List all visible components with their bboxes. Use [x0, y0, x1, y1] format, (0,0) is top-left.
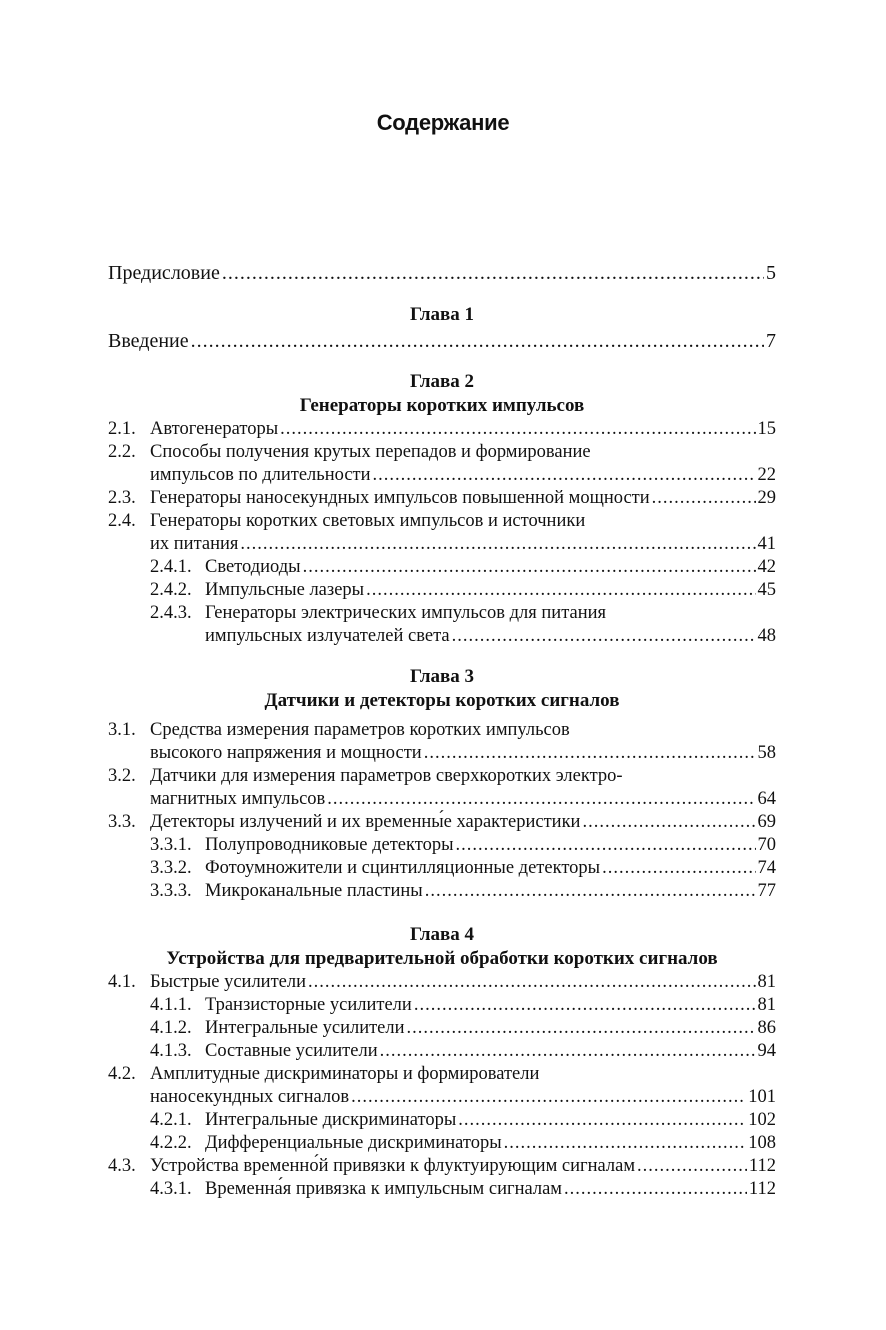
entry-page: 94	[757, 1041, 776, 1061]
toc-front	[108, 259, 776, 355]
entry-number: 2.4.3.	[150, 603, 192, 623]
entry-number: 2.3.	[108, 488, 136, 508]
entry-number: 4.1.	[108, 972, 136, 992]
chapter-title: Устройства для предварительной обработки коротких сигналов	[166, 948, 718, 969]
entry-page: 29	[757, 488, 776, 508]
entry-page: 112	[748, 1156, 776, 1176]
entry-title: Автогенераторы	[150, 419, 279, 439]
entry-title: высокого напряжения и мощности	[150, 743, 422, 763]
chapter-label: Глава 4	[409, 924, 475, 945]
toc-subentry[interactable]	[108, 834, 776, 857]
entry-title: их питания	[150, 534, 239, 554]
toc-subentry[interactable]	[108, 1178, 776, 1201]
toc-entry[interactable]	[108, 510, 776, 533]
leader-dots	[407, 1017, 756, 1040]
toc-subentry[interactable]	[108, 602, 776, 625]
toc-subentry[interactable]	[108, 1132, 776, 1155]
entry-title: Дифференциальные дискриминаторы	[205, 1133, 502, 1153]
toc-subentry[interactable]	[108, 579, 776, 602]
entry-title: магнитных импульсов	[150, 789, 326, 809]
entry-page: 58	[757, 743, 776, 763]
toc-subentry[interactable]	[108, 880, 776, 903]
entry-title: Детекторы излучений и их временны́е характеристики	[150, 812, 581, 832]
toc-entry[interactable]	[108, 1063, 776, 1086]
entry-page: 81	[757, 972, 776, 992]
entry-title: Устройства временно́й привязки к флуктуирующим сигналам	[150, 1156, 636, 1176]
entry-page: 48	[757, 626, 776, 646]
toc-entry[interactable]	[108, 971, 776, 994]
leader-dots	[280, 418, 755, 441]
toc-entry[interactable]	[108, 418, 776, 441]
entry-title: Введение	[108, 330, 189, 352]
entry-title: Интегральные усилители	[205, 1018, 405, 1038]
toc-entry[interactable]	[108, 765, 776, 788]
chapter-label: Глава 1	[409, 304, 475, 325]
leader-dots	[424, 742, 756, 765]
entry-title: наносекундных сигналов	[150, 1087, 350, 1107]
entry-page: 7	[766, 330, 776, 352]
entry-number: 3.3.	[108, 812, 136, 832]
entry-number: 4.2.1.	[150, 1110, 192, 1130]
entry-number: 3.3.2.	[150, 858, 192, 878]
leader-dots	[564, 1178, 747, 1201]
toc-entry-preface[interactable]	[108, 259, 776, 287]
entry-number: 4.1.1.	[150, 995, 192, 1015]
entry-title: Генераторы электрических импульсов для питания	[205, 603, 607, 623]
page-title: Содержание	[376, 110, 510, 135]
entry-title: импульсов по длительности	[150, 465, 371, 485]
leader-dots	[351, 1086, 746, 1109]
toc-entry-continuation[interactable]	[108, 1086, 776, 1109]
leader-dots	[308, 971, 755, 994]
entry-page: 77	[757, 881, 776, 901]
entry-page: 81	[757, 995, 776, 1015]
toc-subentry[interactable]	[108, 1109, 776, 1132]
leader-dots	[582, 811, 755, 834]
chapter-title: Датчики и детекторы коротких сигналов	[264, 690, 620, 711]
entry-page: 112	[748, 1179, 776, 1199]
toc-entry[interactable]	[108, 487, 776, 510]
toc-entry-continuation[interactable]	[108, 742, 776, 765]
toc-entry[interactable]	[108, 719, 776, 742]
leader-dots	[456, 834, 756, 857]
leader-dots	[366, 579, 755, 602]
toc-subentry[interactable]	[108, 1040, 776, 1063]
toc-entry-intro[interactable]	[108, 327, 776, 355]
toc-subentry[interactable]	[108, 994, 776, 1017]
toc-entry[interactable]	[108, 441, 776, 464]
entry-number: 2.4.2.	[150, 580, 192, 600]
entry-title: Предисловие	[108, 262, 220, 284]
entry-number: 2.2.	[108, 442, 136, 462]
toc-chapter-3	[108, 665, 776, 903]
chapter-title: Генераторы коротких импульсов	[299, 395, 585, 416]
entry-title: Быстрые усилители	[150, 972, 307, 992]
entry-number: 4.1.2.	[150, 1018, 192, 1038]
entry-title: Транзисторные усилители	[205, 995, 412, 1015]
entry-page: 42	[757, 557, 776, 577]
entry-number: 3.2.	[108, 766, 136, 786]
leader-dots	[380, 1040, 756, 1063]
leader-dots	[191, 327, 764, 355]
entry-page: 86	[757, 1018, 776, 1038]
leader-dots	[327, 788, 755, 811]
entry-number: 2.1.	[108, 419, 136, 439]
leader-dots	[452, 625, 756, 648]
toc-subentry[interactable]	[108, 556, 776, 579]
entry-page: 74	[757, 858, 776, 878]
entry-title: Светодиоды	[205, 557, 301, 577]
entry-page: 45	[757, 580, 776, 600]
chapter-label: Глава 3	[409, 666, 475, 687]
entry-title: Генераторы наносекундных импульсов повышенной мощности	[150, 488, 650, 508]
entry-page: 22	[757, 465, 776, 485]
leader-dots	[240, 533, 755, 556]
entry-title: Составные усилители	[205, 1041, 378, 1061]
leader-dots	[373, 464, 756, 487]
entry-title: Микроканальные пластины	[205, 881, 423, 901]
entry-title: Способы получения крутых перепадов и формирование	[150, 442, 591, 462]
toc-subentry[interactable]	[108, 857, 776, 880]
chapter-label: Глава 2	[409, 371, 475, 392]
toc-subentry-continuation[interactable]	[108, 625, 776, 648]
entry-page: 5	[766, 262, 776, 284]
entry-title: Средства измерения параметров коротких импульсов	[150, 720, 570, 740]
toc-chapter-4	[108, 923, 776, 1201]
entry-title: Импульсные лазеры	[205, 580, 365, 600]
entry-title: Фотоумножители и сцинтилляционные детекторы	[205, 858, 601, 878]
entry-number: 4.2.	[108, 1064, 136, 1084]
toc-subentry[interactable]	[108, 1017, 776, 1040]
entry-page: 70	[757, 835, 776, 855]
entry-title: Полупроводниковые детекторы	[205, 835, 454, 855]
toc-chapter-2	[108, 370, 776, 648]
entry-number: 3.3.3.	[150, 881, 192, 901]
entry-page: 15	[757, 419, 776, 439]
entry-title: Датчики для измерения параметров сверхкоротких электро-	[150, 766, 623, 786]
leader-dots	[303, 556, 756, 579]
entry-number: 4.3.	[108, 1156, 136, 1176]
entry-page: 102	[748, 1110, 776, 1130]
entry-number: 2.4.1.	[150, 557, 192, 577]
entry-page: 101	[748, 1087, 776, 1107]
entry-title: импульсных излучателей света	[205, 626, 450, 646]
entry-number: 3.1.	[108, 720, 136, 740]
entry-number: 2.4.	[108, 511, 136, 531]
leader-dots	[414, 994, 756, 1017]
entry-number: 4.2.2.	[150, 1133, 192, 1153]
toc-entry[interactable]	[108, 811, 776, 834]
leader-dots	[222, 259, 764, 287]
entry-number: 4.3.1.	[150, 1179, 192, 1199]
toc-entry[interactable]	[108, 1155, 776, 1178]
entry-page: 41	[757, 534, 776, 554]
leader-dots	[602, 857, 755, 880]
leader-dots	[425, 880, 756, 903]
entry-page: 108	[748, 1133, 776, 1153]
entry-title: Генераторы коротких световых импульсов и источники	[150, 511, 586, 531]
entry-title: Амплитудные дискриминаторы и формирователи	[150, 1064, 540, 1084]
toc-entry-continuation[interactable]	[108, 788, 776, 811]
leader-dots	[504, 1132, 747, 1155]
leader-dots	[652, 487, 756, 510]
entry-page: 64	[757, 789, 776, 809]
entry-number: 3.3.1.	[150, 835, 192, 855]
leader-dots	[458, 1109, 746, 1132]
leader-dots	[637, 1155, 747, 1178]
entry-title: Временна́я привязка к импульсным сигналам	[205, 1179, 562, 1199]
entry-page: 69	[757, 812, 776, 832]
toc-entry-continuation[interactable]	[108, 464, 776, 487]
toc-entry-continuation[interactable]	[108, 533, 776, 556]
entry-number: 4.1.3.	[150, 1041, 192, 1061]
entry-title: Интегральные дискриминаторы	[205, 1110, 457, 1130]
